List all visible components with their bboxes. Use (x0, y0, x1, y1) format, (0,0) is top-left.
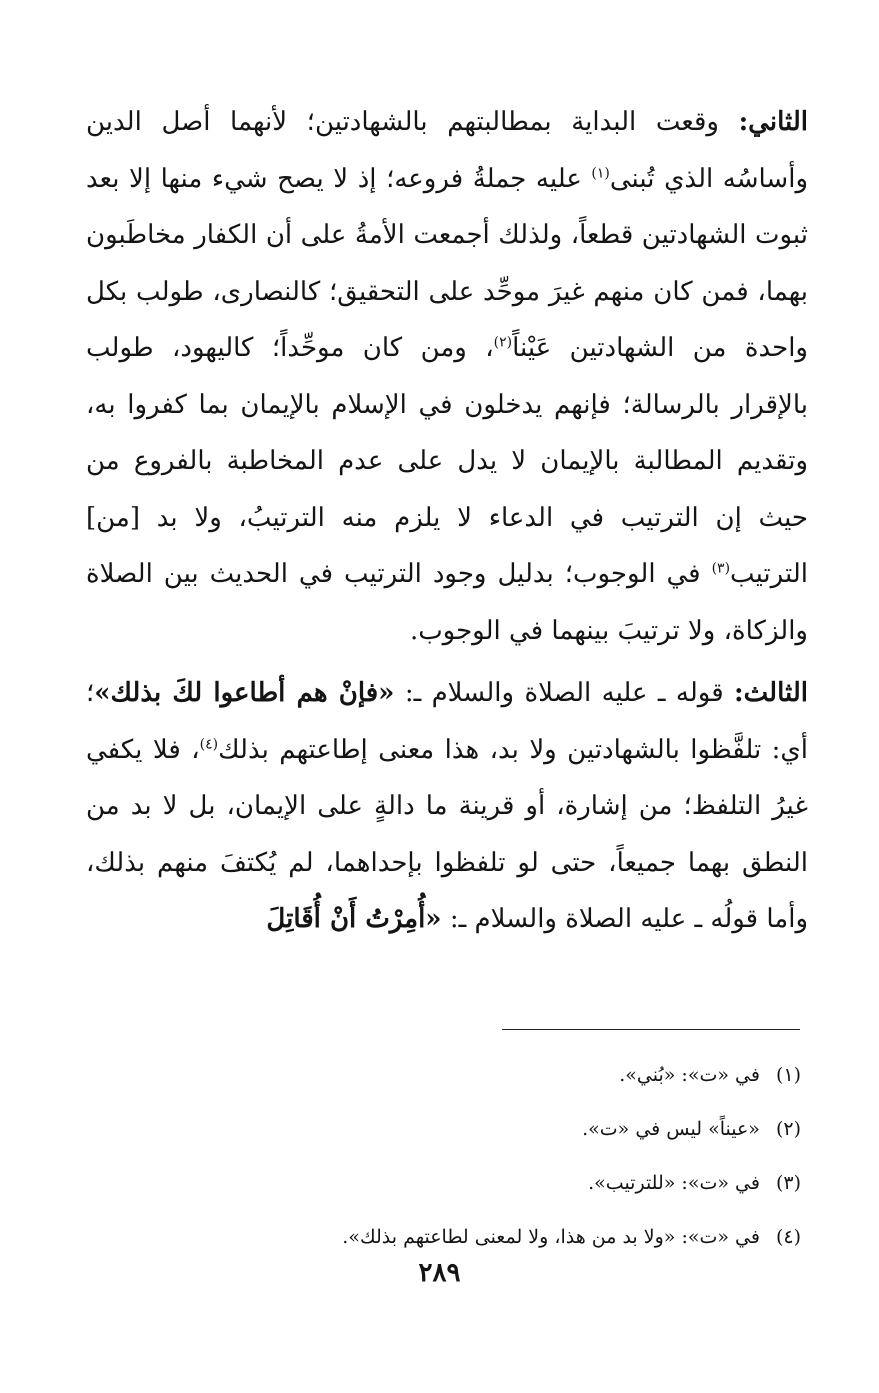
paragraph-text: ، فلا يكفي غيرُ التلفظ؛ من إشارة، أو قرينة ما دالةٍ على الإيمان، بل لا بد من النطق بهما جميعاً، حتى لو تلفظوا بإحداهما، لم يُكتفَ منهم بذلك، وأما قولُه ـ عليه الصلاة والسلام ـ: (86, 734, 808, 934)
hadith-quote: «فإنْ هم أطاعوا لكَ بذلك» (94, 678, 395, 708)
paragraph-lead: الثالث: (734, 678, 808, 708)
hadith-quote: «أُمِرْتُ أَنْ أُقَاتِلَ (266, 904, 442, 934)
footnote-text: في «ت»: «ولا بد من هذا، ولا لمعنى لطاعتهم بذلك». (342, 1226, 760, 1248)
paragraph-lead: الثاني: (738, 107, 808, 137)
paragraph-third-point (86, 665, 808, 948)
paragraph-text: قوله ـ عليه الصلاة والسلام ـ: (394, 678, 735, 708)
footnote-item (101, 1048, 801, 1102)
footnote-number: (٢) (775, 1118, 801, 1140)
paragraph-text: ، ومن كان موحِّداً؛ كاليهود، طولب بالإقرار بالرسالة؛ فإنهم يدخلون في الإسلام بالإيمان بما كفروا به، وتقديم المطالبة بالإيمان لا يدل على عدم المخاطبة بالفروع من حيث إن الترتيب في الدعاء لا يلزم منه الترتيبُ، ولا بد [من] الترتيب (86, 333, 808, 589)
paragraph-text: في الوجوب؛ بدليل وجود الترتيب في الحديث بين الصلاة والزكاة، ولا ترتيبَ بينهما في الوجوب. (86, 559, 808, 646)
footnote-ref[interactable]: (٣) (711, 560, 731, 577)
footnote-item (101, 1210, 801, 1264)
footnote-text: «عيناً» ليس في «ت». (582, 1118, 760, 1140)
main-text (86, 94, 808, 948)
footnote-item (101, 1102, 801, 1156)
footnote-ref[interactable]: (٤) (199, 735, 219, 752)
footnote-ref[interactable]: (٢) (493, 334, 513, 351)
footnote-item (101, 1156, 801, 1210)
paragraph-text: عليه جملةُ فروعه؛ إذ لا يصح شيء منها إلا بعد ثبوت الشهادتين قطعاً، ولذلك أجمعت الأمةُ على أن الكفار مخاطَبون بهما، فمن كان منهم غيرَ موحِّد على التحقيق؛ كالنصارى، طولب بكل واحدة من الشهادتين عَيْناً (86, 163, 808, 363)
footnote-number: (٣) (775, 1172, 801, 1194)
footnote-divider (502, 1029, 800, 1030)
footnote-text: في «ت»: «للترتيب». (588, 1172, 760, 1194)
footnotes (101, 1048, 801, 1264)
paragraph-text: وقعت البداية بمطالبتهم بالشهادتين؛ لأنهما أصل الدين وأساسُه الذي تُبنى (86, 107, 808, 194)
footnote-ref[interactable]: (١) (591, 164, 610, 181)
footnote-number: (١) (775, 1064, 801, 1086)
page-number: ٢٨٩ (418, 1258, 461, 1288)
paragraph-second-point (86, 94, 808, 659)
footnote-number: (٤) (775, 1226, 801, 1248)
footnote-text: في «ت»: «بُني». (619, 1064, 760, 1086)
paragraph-text: ؛ أي: تلفَّظوا بالشهادتين ولا بد، هذا معنى إطاعتهم بذلك (86, 678, 809, 765)
